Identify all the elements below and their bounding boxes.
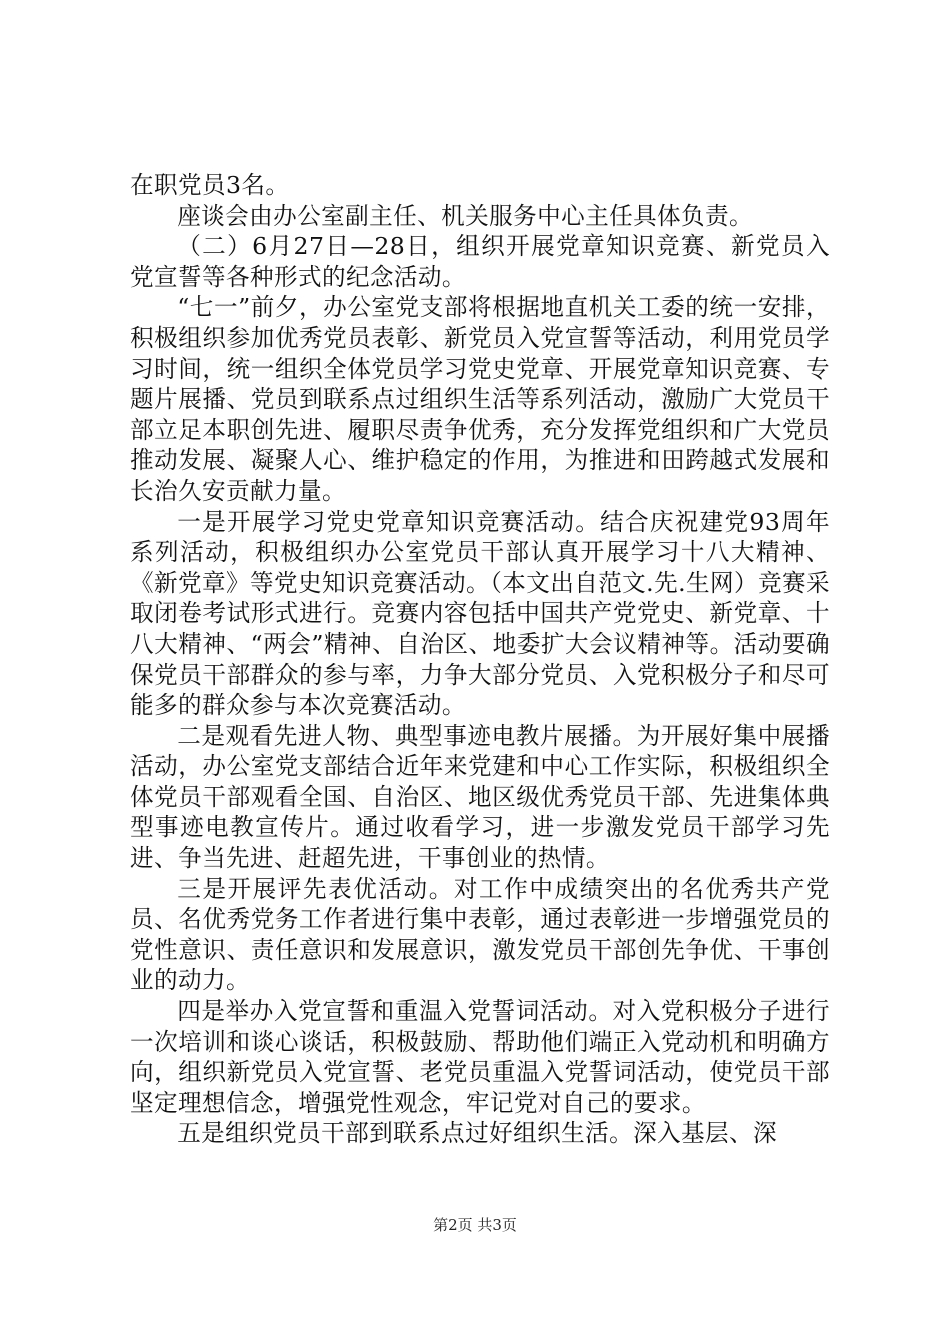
paragraph-8: 四是举办入党宣誓和重温入党誓词活动。对入党积极分子进行一次培训和谈心谈话，积极鼓励、帮助他们端正入党动机和明确方向，组织新党员入党宣誓、老党员重温入党誓词活动，使党员干部坚定理想信念，增强党性观念，牢记党对自己的要求。	[130, 997, 830, 1117]
paragraph-7: 三是开展评先表优活动。对工作中成绩突出的名优秀共产党员、名优秀党务工作者进行集中表彰，通过表彰进一步增强党员的党性意识、责任意识和发展意识，激发党员干部创先争优、干事创业的动力。	[130, 874, 830, 995]
paragraph-9: 五是组织党员干部到联系点过好组织生活。深入基层、深	[177, 1119, 778, 1148]
page-number-footer: 第2页 共3页	[433, 1216, 517, 1234]
paragraph-1: 在职党员3名。	[130, 171, 290, 199]
paragraph-4: “七一”前夕，办公室党支部将根据地直机关工委的统一安排，积极组织参加优秀党员表彰、新党员入党宣誓等活动，利用党员学习时间，统一组织全体党员学习党史党章、开展党章知识竞赛、专题片展播、党员到联系点过组织生活等系列活动，激励广大党员干部立足本职创先进、履职尽责争优秀，充分发挥党组织和广大党员推动发展、凝聚人心、维护稳定的作用，为推进和田跨越式发展和长治久安贡献力量。	[130, 293, 830, 505]
paragraph-5: 一是开展学习党史党章知识竞赛活动。结合庆祝建党93周年系列活动，积极组织办公室党员干部认真开展学习十八大精神、《新党章》等党史知识竞赛活动。（本文出自范文.先.生网）竞赛采取闭卷考试形式进行。竞赛内容包括中国共产党党史、新党章、十八大精神、“两会”精神、自治区、地委扩大会议精神等。活动要确保党员干部群众的参与率，力争大部分党员、入党积极分子和尽可能多的群众参与本次竞赛活动。	[130, 507, 830, 720]
document-body	[130, 170, 830, 1149]
paragraph-3: （二）6月27日—28日，组织开展党章知识竞赛、新党员入党宣誓等各种形式的纪念活动。	[130, 232, 830, 291]
paragraph-2: 座谈会由办公室副主任、机关服务中心主任具体负责。	[177, 201, 754, 230]
paragraph-6: 二是观看先进人物、典型事迹电教片展播。为开展好集中展播活动，办公室党支部结合近年来党建和中心工作实际，积极组织全体党员干部观看全国、自治区、地区级优秀党员干部、先进集体典型事迹电教宣传片。通过收看学习，进一步激发党员干部学习先进、争当先进、赶超先进，干事创业的热情。	[130, 721, 830, 873]
